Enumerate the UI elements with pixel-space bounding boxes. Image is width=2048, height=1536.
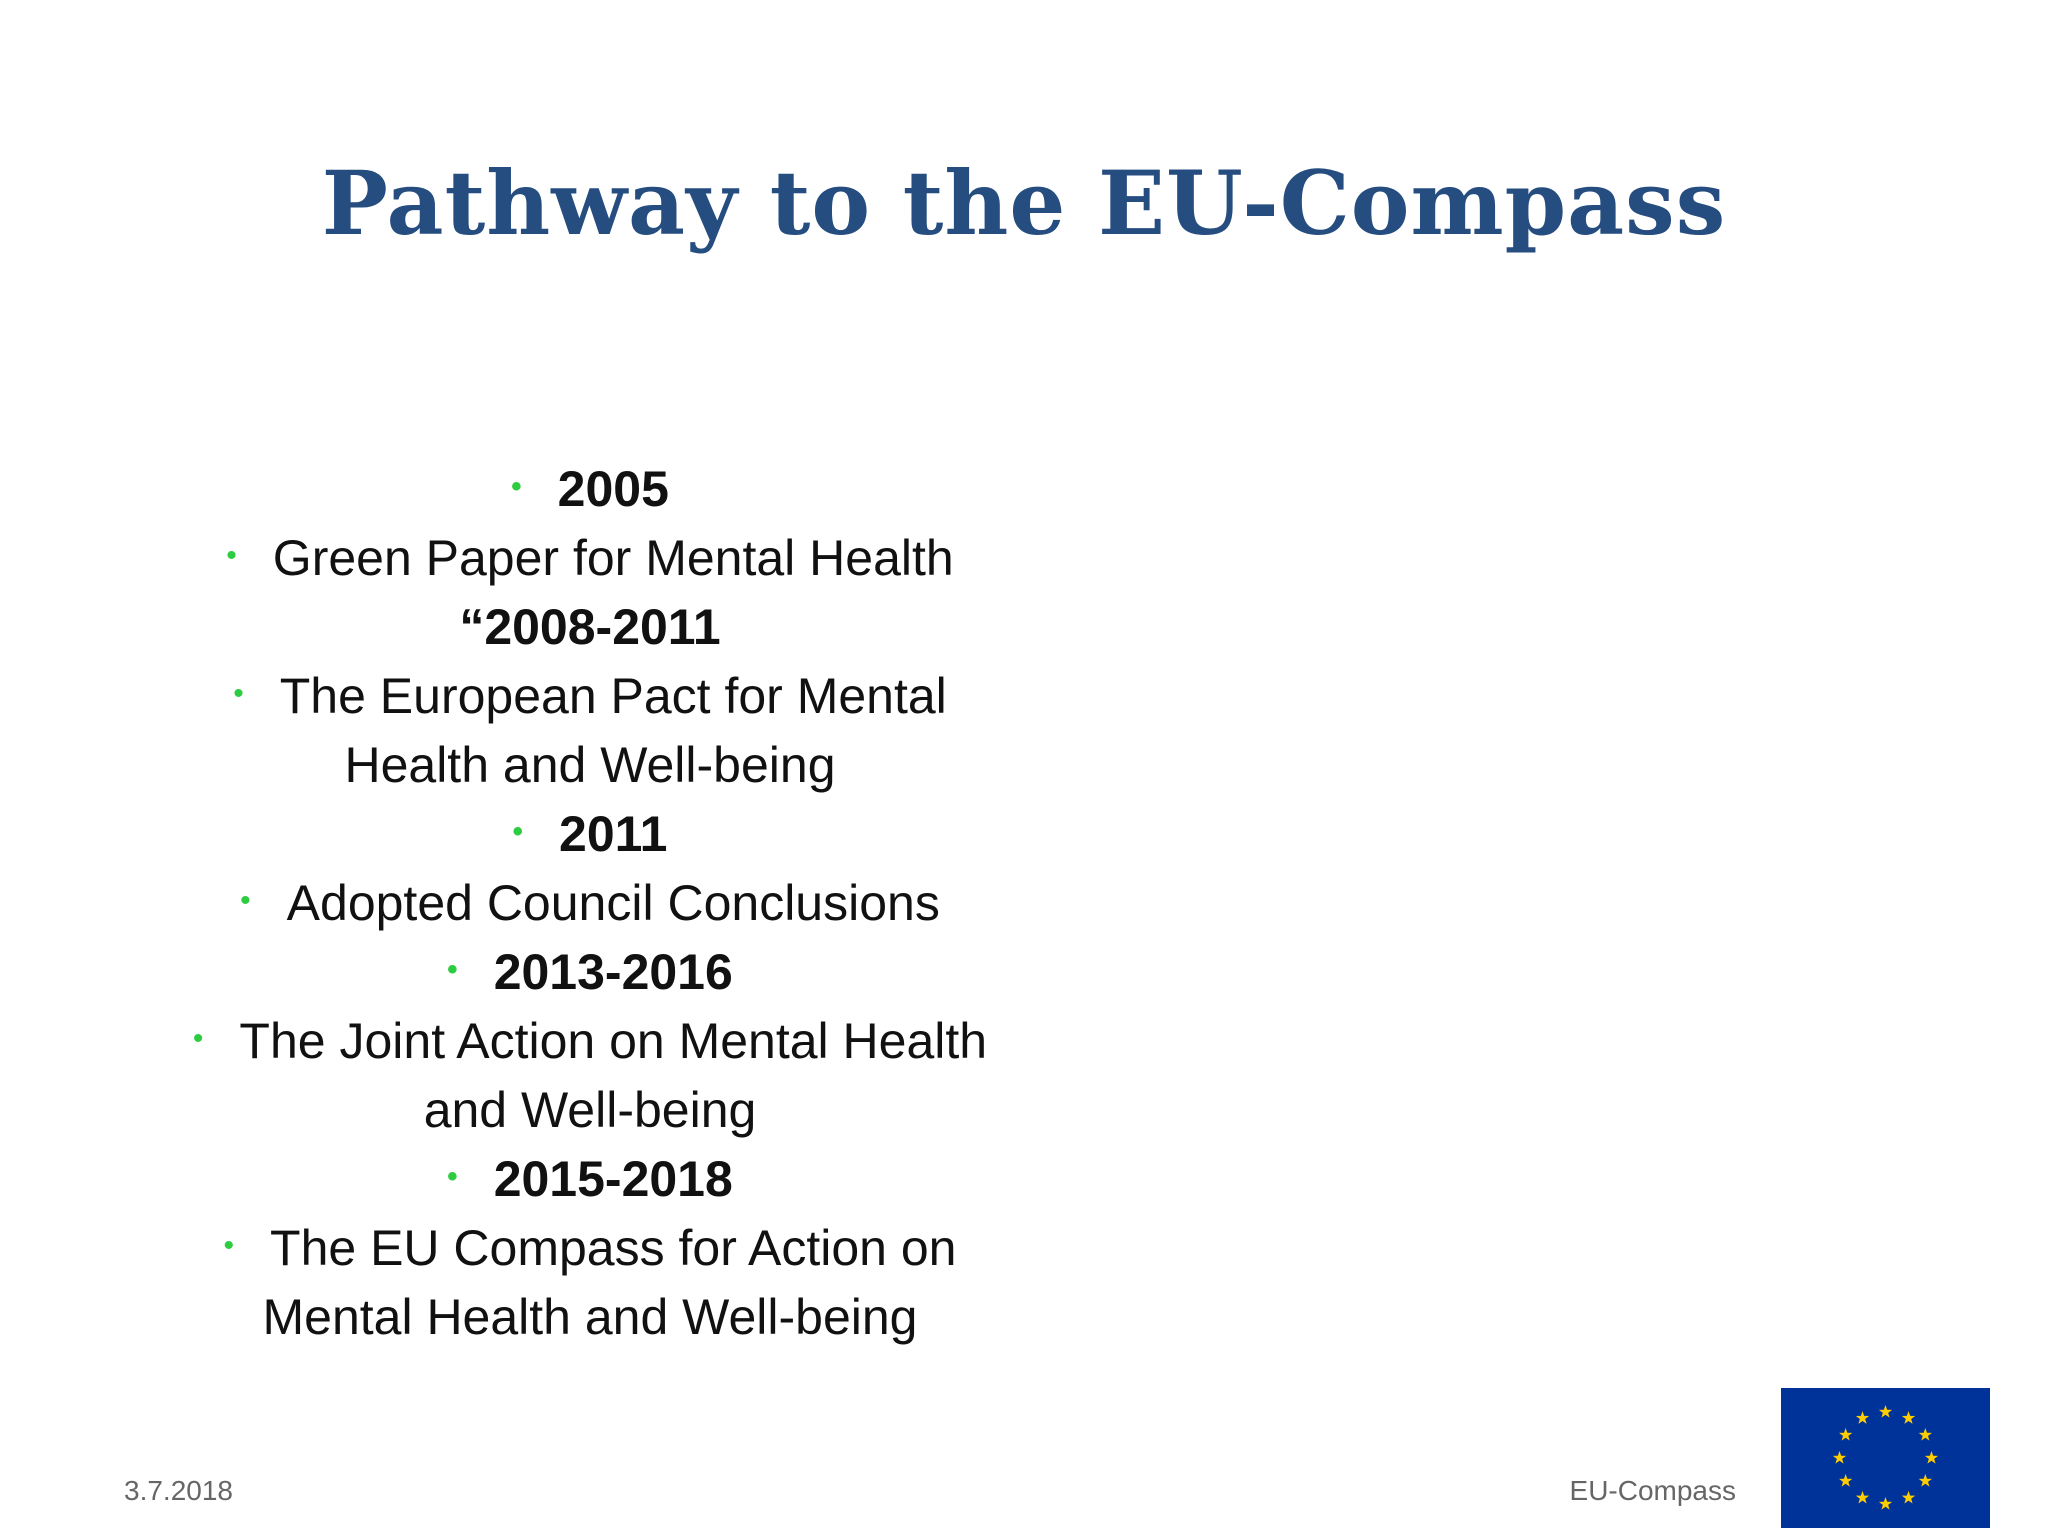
star-icon: [1833, 1451, 1846, 1464]
star-icon: [1856, 1491, 1869, 1504]
star-icon: [1879, 1497, 1892, 1510]
list-item: [0, 1214, 1180, 1283]
star-icon: [1902, 1411, 1915, 1424]
star-icon: [1902, 1491, 1915, 1504]
list-item-text: 2015-2018: [493, 1151, 733, 1207]
list-item-text: Green Paper for Mental Health: [272, 530, 954, 586]
star-icon: [1879, 1405, 1892, 1418]
list-item-text: The Joint Action on Mental Health: [239, 1013, 988, 1069]
star-icon: [1919, 1428, 1932, 1441]
list-item: [0, 869, 1180, 938]
bullet-icon: •: [226, 539, 237, 573]
star-icon: [1839, 1474, 1852, 1487]
bullet-icon: •: [447, 953, 458, 987]
footer-name: EU-Compass: [1569, 1475, 1736, 1506]
list-item-text: 2013-2016: [493, 944, 733, 1000]
eu-flag-icon: [1781, 1388, 1990, 1528]
list-item: [0, 593, 1180, 662]
star-icon: [1925, 1451, 1938, 1464]
list-item-text: The EU Compass for Action on: [270, 1220, 957, 1276]
list-item-text: Health and Well-being: [344, 737, 836, 793]
list-item: [0, 1283, 1180, 1352]
list-item: [0, 1076, 1180, 1145]
list-item-text: “2008-2011: [459, 599, 721, 655]
bullet-icon: •: [447, 1160, 458, 1194]
list-item-text: Mental Health and Well-being: [262, 1289, 918, 1345]
bullet-icon: •: [223, 1229, 235, 1263]
slide-title: Pathway to the EU-Compass: [321, 150, 1727, 255]
list-item: [0, 662, 1180, 731]
list-item-text: 2005: [557, 461, 669, 517]
list-item-text: The European Pact for Mental: [279, 668, 947, 724]
bullet-icon: •: [511, 470, 522, 504]
list-item: [0, 455, 1180, 524]
footer-date: 3.7.2018: [124, 1475, 233, 1506]
list-item-text: and Well-being: [423, 1082, 757, 1138]
list-item: [0, 938, 1180, 1007]
list-item: [0, 1145, 1180, 1214]
list-item: [0, 800, 1180, 869]
list-item-text: 2011: [559, 806, 668, 862]
list-item: [0, 524, 1180, 593]
bullet-icon: •: [240, 884, 251, 918]
bullet-icon: •: [233, 677, 244, 711]
bullet-icon: •: [512, 815, 524, 849]
star-icon: [1839, 1428, 1852, 1441]
eu-flag-stars: [1781, 1388, 1990, 1528]
list-item: [0, 731, 1180, 800]
star-icon: [1919, 1474, 1932, 1487]
bullet-icon: •: [192, 1022, 204, 1056]
list-item-text: Adopted Council Conclusions: [286, 875, 940, 931]
timeline-list: [0, 455, 1180, 1352]
star-icon: [1856, 1411, 1869, 1424]
list-item: [0, 1007, 1180, 1076]
